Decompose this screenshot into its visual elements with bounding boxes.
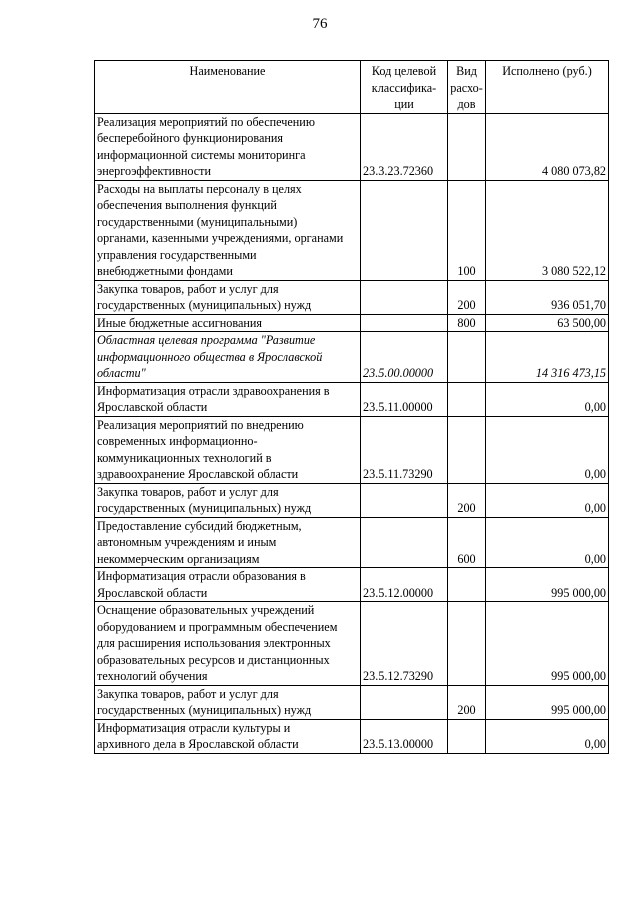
table-row bbox=[95, 602, 609, 686]
cell-kind: 800 bbox=[448, 314, 486, 332]
cell-name: Предоставление субсидий бюджетным, автономным учреждениям и иным некоммерческим организациям bbox=[95, 517, 361, 568]
table-row bbox=[95, 719, 609, 753]
cell-kind: 200 bbox=[448, 685, 486, 719]
table-row bbox=[95, 483, 609, 517]
cell-sum: 995 000,00 bbox=[486, 685, 609, 719]
cell-code: 23.5.13.00000 bbox=[361, 719, 448, 753]
table-row bbox=[95, 685, 609, 719]
cell-name: Информатизация отрасли образования в Ярославской области bbox=[95, 568, 361, 602]
cell-code bbox=[361, 685, 448, 719]
table-row bbox=[95, 332, 609, 383]
cell-name: Информатизация отрасли культуры и архивного дела в Ярославской области bbox=[95, 719, 361, 753]
cell-code: 23.5.11.73290 bbox=[361, 416, 448, 483]
cell-code bbox=[361, 483, 448, 517]
cell-kind bbox=[448, 332, 486, 383]
header-kind: Вид расхо-дов bbox=[448, 61, 486, 114]
cell-sum: 4 080 073,82 bbox=[486, 113, 609, 180]
cell-kind bbox=[448, 382, 486, 416]
table-header-row bbox=[95, 61, 609, 114]
page-number: 76 bbox=[312, 16, 328, 32]
cell-code: 23.3.23.72360 bbox=[361, 113, 448, 180]
cell-kind bbox=[448, 719, 486, 753]
cell-code bbox=[361, 280, 448, 314]
cell-sum: 995 000,00 bbox=[486, 568, 609, 602]
cell-code: 23.5.12.00000 bbox=[361, 568, 448, 602]
cell-name: Расходы на выплаты персоналу в целях обеспечения выполнения функций государственными (муниципальными) органами, казенными учреждениями, органами управления государственными внебюджетными фондами bbox=[95, 180, 361, 280]
cell-sum: 995 000,00 bbox=[486, 602, 609, 686]
header-sum: Исполнено (руб.) bbox=[486, 61, 609, 114]
budget-table bbox=[94, 60, 609, 754]
cell-sum: 3 080 522,12 bbox=[486, 180, 609, 280]
cell-sum: 0,00 bbox=[486, 416, 609, 483]
cell-kind: 100 bbox=[448, 180, 486, 280]
cell-sum: 936 051,70 bbox=[486, 280, 609, 314]
table-row bbox=[95, 568, 609, 602]
cell-code bbox=[361, 314, 448, 332]
cell-name: Реализация мероприятий по обеспечению бесперебойного функционирования информационной системы мониторинга энергоэффективности bbox=[95, 113, 361, 180]
cell-name: Закупка товаров, работ и услуг для государственных (муниципальных) нужд bbox=[95, 280, 361, 314]
cell-name: Закупка товаров, работ и услуг для государственных (муниципальных) нужд bbox=[95, 483, 361, 517]
cell-kind: 600 bbox=[448, 517, 486, 568]
header-code: Код целевой классифика-ции bbox=[361, 61, 448, 114]
cell-name: Закупка товаров, работ и услуг для государственных (муниципальных) нужд bbox=[95, 685, 361, 719]
table-row bbox=[95, 180, 609, 280]
cell-sum: 14 316 473,15 bbox=[486, 332, 609, 383]
cell-name: Реализация мероприятий по внедрению современных информационно- коммуникационных технологий в здравоохранение Ярославской области bbox=[95, 416, 361, 483]
table-row bbox=[95, 416, 609, 483]
cell-code bbox=[361, 180, 448, 280]
cell-name: Информатизация отрасли здравоохранения в Ярославской области bbox=[95, 382, 361, 416]
cell-sum: 0,00 bbox=[486, 382, 609, 416]
table-row bbox=[95, 280, 609, 314]
cell-code: 23.5.12.73290 bbox=[361, 602, 448, 686]
cell-name: Оснащение образовательных учреждений оборудованием и программным обеспечением для расширения использования электронных образовательных ресурсов и дистанционных технологий обучения bbox=[95, 602, 361, 686]
cell-code bbox=[361, 517, 448, 568]
cell-kind bbox=[448, 568, 486, 602]
table-row bbox=[95, 314, 609, 332]
cell-kind bbox=[448, 416, 486, 483]
table-row bbox=[95, 113, 609, 180]
cell-name: Иные бюджетные ассигнования bbox=[95, 314, 361, 332]
header-name: Наименование bbox=[95, 61, 361, 114]
cell-kind: 200 bbox=[448, 280, 486, 314]
table-row bbox=[95, 382, 609, 416]
cell-name: Областная целевая программа "Развитие информационного общества в Ярославской области" bbox=[95, 332, 361, 383]
cell-sum: 0,00 bbox=[486, 517, 609, 568]
cell-sum: 0,00 bbox=[486, 483, 609, 517]
cell-code: 23.5.00.00000 bbox=[361, 332, 448, 383]
cell-kind bbox=[448, 113, 486, 180]
cell-sum: 63 500,00 bbox=[486, 314, 609, 332]
cell-kind bbox=[448, 602, 486, 686]
cell-kind: 200 bbox=[448, 483, 486, 517]
table-row bbox=[95, 517, 609, 568]
cell-code: 23.5.11.00000 bbox=[361, 382, 448, 416]
cell-sum: 0,00 bbox=[486, 719, 609, 753]
